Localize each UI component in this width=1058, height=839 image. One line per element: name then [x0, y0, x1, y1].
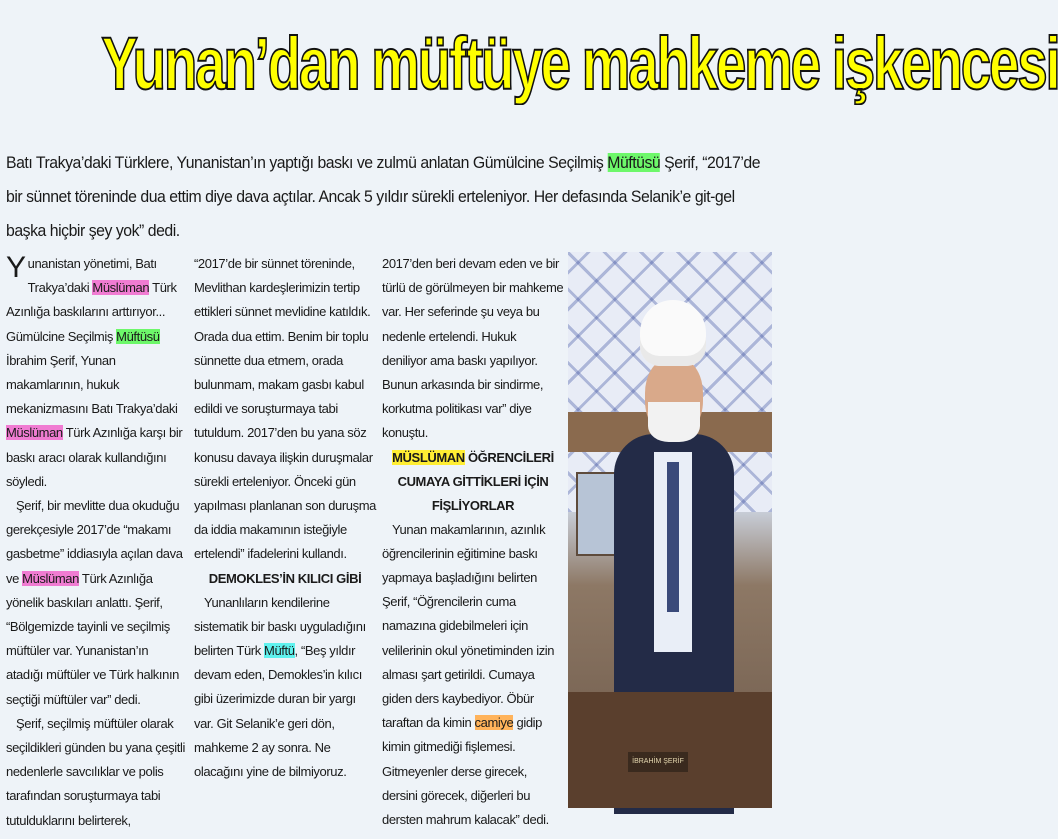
- subheading: DEMOKLES’İN KILICI GİBİ: [208, 570, 362, 586]
- highlight-muslim: Müslüman: [92, 280, 150, 296]
- person-beard: [648, 402, 700, 442]
- drop-cap: Y: [6, 251, 26, 284]
- highlight-muslim: MÜSLÜMAN: [392, 449, 465, 465]
- paragraph: [6, 494, 188, 712]
- text-run: , “Beş yıldır devam eden, Demokles’in kılıcı gibi üzerimizde duran bir yargı var. Git Selanik’e geri dön, mahkeme 2 ay sonra. Ne olacağını yine de bilmiyoruz.: [194, 643, 362, 780]
- highlight-mufti: Müftüsü: [116, 328, 160, 344]
- article-column-3: [382, 252, 564, 832]
- deck-text-2: Şerif, “2017’de bir sünnet töreninde dua ettim diye dava açtılar. Ancak 5 yıldır sürekli erteleniyor. Her defasında Selanik’e git-gel başka hiçbir şey yok” dedi.: [6, 153, 761, 240]
- article-column-1: [6, 252, 188, 833]
- text-run: ÖĞRENCİLERİ CUMAYA GİTTİKLERİ İÇİN FİŞLİYORLAR: [397, 449, 554, 513]
- subheading: [382, 446, 564, 518]
- person-turban: [640, 300, 706, 366]
- paragraph: [382, 518, 564, 833]
- text-run: Şerif, bir mevlitte dua okuduğu gerekçesiyle 2017’de “makamı gasbetme” iddiasıyla açılan dava ve: [6, 498, 183, 586]
- paragraph: Şerif, seçilmiş müftüler olarak seçildikleri günden bu yana çeşitli nedenlerle savcılıklar ve polis tarafından soruşturmaya tabi tutulduklarını belirterek,: [6, 715, 185, 828]
- text-run: gidip kimin gitmediği fişlemesi. Gitmeyenler derse girecek, dersini görecek, diğerleri bu dersten mahrum kalacak” dedi.: [382, 715, 549, 828]
- text-run: İbrahim Şerif, Yunan makamlarının, hukuk mekanizmasını Batı Trakya’daki: [6, 352, 178, 417]
- headline: Yunan’dan müftüye mahkeme işkencesi: [101, 22, 1058, 105]
- highlight-muslim: Müslüman: [22, 570, 79, 586]
- paragraph: 2017’den beri devam eden ve bir türlü de görülmeyen bir mahkeme var. Her seferinde şu veya bu nedenle ertelendi. Hukuk deniliyor ama baskı yapılıyor. Bunun arkasında bir sindirme, korkutma politikası var” diye konuştu.: [382, 256, 564, 441]
- nameplate: İBRAHİM ŞERİF: [628, 752, 688, 772]
- paragraph: “2017’de bir sünnet töreninde, Mevlithan kardeşlerimizin tertip ettikleri sünnet mevlidine katıldık. Orada dua ettim. Benim bir toplu sünnette dua etmem, orada bulunmam, makam gasbı kabul edildi ve soruşturmaya tabi tutuldum. 2017’den bu yana söz konusu davaya ilişkin duruşmalar sürekli erteleniyor. Önceki gün yapılması planlanan son duruşma da iddia makamının isteğiyle ertelendi” ifadelerini kullandı.: [194, 256, 376, 562]
- deck-text-1: Batı Trakya’daki Türklere, Yunanistan’ın yaptığı baskı ve zulmü anlatan Gümülcine Seçilmiş: [6, 153, 608, 172]
- article-deck: [6, 146, 774, 248]
- text-run: Türk Azınlığa yönelik baskıları anlattı. Şerif, “Bölgemizde tayinli ve seçilmiş müftüler var. Yunanistan’ın atadığı müftüler ve Türk halkının seçtiği müftüler var” dedi.: [6, 570, 179, 707]
- article-column-2: [194, 252, 376, 784]
- text-run: Yunan makamlarının, azınlık öğrencilerinin eğitimine baskı yapmaya başladığını belirten Şerif, “Öğrencilerin cuma namazına gidebilmeleri için velilerinin okul yönetiminden izin alması şart getirildi. Cumaya giden ders kaybediyor. Öbür taraftan da kimin: [382, 521, 555, 731]
- text-run: unanistan yönetimi, Batı Trakya’daki: [27, 256, 157, 296]
- mufti-photo: [568, 252, 772, 808]
- paragraph: [194, 591, 376, 785]
- text-run: Yunanlıların kendilerine sistematik bir baskı uyguladığını belirten Türk: [194, 594, 366, 659]
- paragraph: [6, 252, 188, 494]
- highlight-mufti: Müftü: [264, 643, 295, 659]
- highlight-muslim: Müslüman: [6, 425, 63, 441]
- person-tie: [667, 462, 679, 612]
- text-run: Türk Azınlığa baskılarını arttırıyor... Gümülcine Seçilmiş: [6, 280, 177, 344]
- desk: [568, 692, 772, 808]
- highlight-mosque: camiye: [474, 715, 514, 731]
- deck-highlight: Müftüsü: [607, 153, 661, 172]
- text-run: Türk Azınlığa karşı bir baskı aracı olarak kullandığını söyledi.: [6, 425, 183, 489]
